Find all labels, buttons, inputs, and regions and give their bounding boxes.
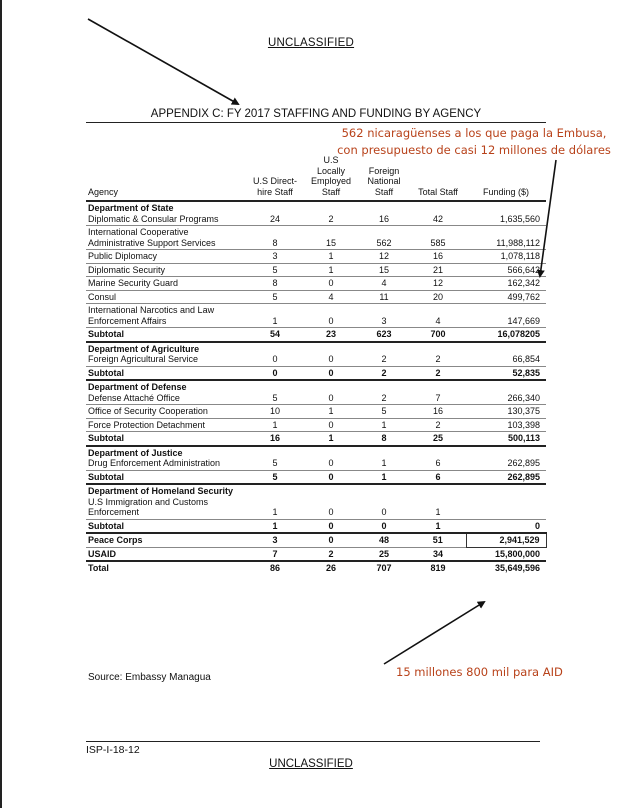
cell-funding: 0	[534, 520, 540, 531]
agency-name: Subtotal	[88, 433, 124, 443]
cell-funding: 499,762	[507, 291, 540, 302]
cell-funding: 66,854	[512, 354, 540, 364]
cell-locally-employed: 0	[328, 507, 334, 517]
column-header-locally-employed: U.S Locally Employed Staff	[310, 155, 352, 197]
cell-funding: 262,895	[507, 471, 540, 482]
department-heading: Department of Homeland Security	[88, 486, 234, 496]
cell-funding: 15,800,000	[494, 548, 540, 559]
cell-funding: 147,669	[507, 315, 540, 326]
cell-funding: 500,113	[507, 433, 540, 443]
cell-locally-employed: 2	[328, 548, 334, 559]
cell-direct-hire: 5	[272, 458, 278, 468]
cell-foreign-national: 1	[381, 458, 387, 468]
department-heading: Department of State	[88, 203, 174, 213]
agency-name: Diplomatic & Consular Programs	[88, 213, 219, 224]
agency-name: International Cooperative	[88, 227, 189, 237]
cell-total-staff: 21	[432, 264, 443, 275]
agency-name-line-2: Administrative Support Services	[88, 237, 216, 248]
cell-funding: 2,941,529	[466, 533, 546, 547]
cell-funding: 16,078205	[497, 329, 540, 339]
agency-name: Peace Corps	[88, 535, 143, 545]
cell-locally-employed: 0	[328, 315, 334, 326]
cell-foreign-national: 11	[379, 291, 389, 302]
cell-foreign-national: 2	[381, 354, 387, 364]
arrow-to-foreign-national-funding	[540, 160, 556, 276]
agency-name: Total	[88, 563, 109, 573]
bottom-annotation: 15 millones 800 mil para AID	[396, 665, 563, 679]
cell-direct-hire: 1	[272, 419, 278, 430]
agency-name: Foreign Agricultural Service	[88, 354, 199, 364]
agency-name: Drug Enforcement Administration	[88, 458, 221, 468]
cell-direct-hire: 8	[272, 278, 278, 288]
cell-direct-hire: 1	[272, 315, 278, 326]
agency-name: Office of Security Cooperation	[88, 406, 208, 416]
cell-locally-employed: 4	[328, 291, 334, 302]
cell-total-staff: 34	[432, 548, 443, 559]
cell-direct-hire: 5	[272, 392, 278, 403]
agency-name-line-2: Enforcement Affairs	[88, 315, 167, 326]
cell-total-staff: 819	[430, 563, 446, 573]
cell-total-staff: 12	[432, 278, 443, 288]
agency-name-line-2: Enforcement	[88, 507, 140, 517]
cell-locally-employed: 1	[328, 251, 334, 261]
cell-locally-employed: 15	[325, 237, 336, 248]
cell-total-staff: 700	[430, 329, 446, 339]
cell-foreign-national: 8	[381, 433, 387, 443]
cell-direct-hire: 86	[269, 563, 280, 573]
cell-funding: 103,398	[507, 419, 540, 430]
cell-funding: 11,988,112	[496, 237, 540, 248]
cell-foreign-national: 1	[381, 419, 387, 430]
cell-direct-hire: 16	[269, 433, 280, 443]
cell-locally-employed: 1	[328, 433, 334, 443]
agency-name: U.S Immigration and Customs	[88, 496, 209, 507]
cell-total-staff: 42	[432, 213, 443, 224]
agency-name: Subtotal	[88, 471, 124, 482]
cell-total-staff: 16	[432, 251, 443, 261]
cell-funding: 262,895	[507, 458, 540, 468]
column-header-foreign-national: Foreign National Staff	[367, 165, 401, 197]
cell-funding: 1,078,118	[500, 251, 540, 261]
cell-foreign-national: 16	[378, 213, 389, 224]
cell-foreign-national: 3	[381, 315, 387, 326]
page-title: APPENDIX C: FY 2017 STAFFING AND FUNDING BY AGENCY	[86, 108, 546, 123]
cell-locally-employed: 0	[328, 419, 334, 430]
cell-foreign-national: 2	[381, 367, 387, 378]
cell-locally-employed: 0	[328, 471, 334, 482]
cell-direct-hire: 0	[272, 367, 278, 378]
cell-direct-hire: 1	[272, 520, 278, 531]
cell-locally-employed: 0	[328, 392, 334, 403]
cell-total-staff: 7	[435, 392, 441, 403]
cell-direct-hire: 24	[269, 213, 280, 224]
cell-foreign-national: 0	[381, 520, 387, 531]
cell-direct-hire: 0	[272, 354, 278, 364]
cell-total-staff: 51	[432, 535, 443, 545]
cell-direct-hire: 3	[272, 251, 278, 261]
cell-locally-employed: 1	[328, 264, 334, 275]
cell-total-staff: 16	[432, 406, 443, 416]
cell-direct-hire: 5	[272, 291, 278, 302]
cell-foreign-national: 623	[376, 329, 392, 339]
agency-name: Defense Attaché Office	[88, 392, 180, 403]
cell-locally-employed: 1	[328, 406, 334, 416]
cell-locally-employed: 0	[328, 354, 334, 364]
agency-name: USAID	[88, 548, 117, 559]
cell-direct-hire: 8	[272, 237, 278, 248]
cell-funding: 566,642	[507, 264, 540, 275]
cell-locally-employed: 23	[325, 329, 336, 339]
cell-funding: 266,340	[507, 392, 540, 403]
cell-total-staff: 20	[432, 291, 443, 302]
top-classification-header: UNCLASSIFIED	[267, 37, 355, 49]
cell-funding: 1,635,560	[499, 213, 540, 224]
cell-foreign-national: 0	[381, 507, 387, 517]
cell-total-staff: 2	[435, 367, 441, 378]
cell-foreign-national: 4	[381, 278, 387, 288]
column-header-funding: Funding ($)	[482, 186, 530, 197]
cell-total-staff: 2	[435, 419, 441, 430]
cell-locally-employed: 0	[328, 535, 334, 545]
cell-direct-hire: 3	[272, 535, 278, 545]
department-heading: Department of Justice	[88, 447, 183, 458]
cell-locally-employed: 0	[328, 367, 334, 378]
cell-locally-employed: 2	[328, 213, 334, 224]
agency-name: Public Diplomacy	[88, 251, 158, 261]
cell-direct-hire: 1	[272, 507, 278, 517]
column-header-total-staff: Total Staff	[418, 186, 458, 197]
cell-direct-hire: 54	[269, 329, 280, 339]
cell-total-staff: 6	[435, 471, 441, 482]
cell-direct-hire: 7	[272, 548, 278, 559]
agency-name: Diplomatic Security	[88, 264, 166, 275]
cell-foreign-national: 2	[381, 392, 387, 403]
agency-name: Subtotal	[88, 367, 124, 378]
cell-foreign-national: 562	[376, 237, 392, 248]
cell-foreign-national: 1	[381, 471, 387, 482]
cell-total-staff: 4	[435, 315, 441, 326]
arrow-to-usaid-funding	[384, 602, 484, 664]
cell-foreign-national: 15	[378, 264, 389, 275]
top-annotation-line-2: con presupuesto de casi 12 millones de dólares	[337, 143, 611, 157]
bottom-classification-footer: UNCLASSIFIED	[269, 758, 353, 770]
cell-funding: 130,375	[507, 406, 540, 416]
cell-foreign-national: 5	[381, 406, 387, 416]
page-id: ISP-I-18-12	[86, 744, 140, 756]
cell-foreign-national: 25	[378, 548, 389, 559]
column-header-agency: Agency	[88, 186, 119, 197]
cell-direct-hire: 5	[272, 264, 278, 275]
cell-foreign-national: 48	[378, 535, 389, 545]
agency-name: Force Protection Detachment	[88, 419, 206, 430]
cell-funding: 52,835	[512, 367, 540, 378]
cell-locally-employed: 0	[328, 278, 334, 288]
cell-foreign-national: 12	[378, 251, 389, 261]
cell-foreign-national: 707	[376, 563, 392, 573]
agency-name: Subtotal	[88, 329, 124, 339]
agency-name: Consul	[88, 291, 117, 302]
cell-direct-hire: 5	[272, 471, 278, 482]
column-header-direct-hire: U.S Direct- hire Staff	[252, 176, 297, 197]
cell-locally-employed: 26	[325, 563, 336, 573]
agency-name: International Narcotics and Law	[88, 305, 215, 315]
cell-direct-hire: 10	[269, 406, 280, 416]
cell-funding: 162,342	[507, 278, 540, 288]
top-annotation-line-1: 562 nicaragüenses a los que paga la Embusa,	[341, 126, 607, 140]
agency-name: Marine Security Guard	[88, 278, 179, 288]
cell-funding: 35,649,596	[494, 563, 540, 573]
cell-total-staff: 1	[435, 507, 441, 517]
cell-total-staff: 2	[435, 354, 441, 364]
cell-total-staff: 1	[435, 520, 441, 531]
source-note: Source: Embassy Managua	[88, 672, 211, 683]
department-heading: Department of Agriculture	[88, 343, 200, 354]
cell-locally-employed: 0	[328, 520, 334, 531]
agency-name: Subtotal	[88, 520, 124, 531]
cell-total-staff: 25	[432, 433, 443, 443]
footer-divider	[86, 741, 540, 742]
cell-locally-employed: 0	[328, 458, 334, 468]
cell-total-staff: 6	[435, 458, 441, 468]
arrow-to-title	[88, 19, 238, 104]
department-heading: Department of Defense	[88, 382, 187, 392]
cell-total-staff: 585	[430, 237, 446, 248]
